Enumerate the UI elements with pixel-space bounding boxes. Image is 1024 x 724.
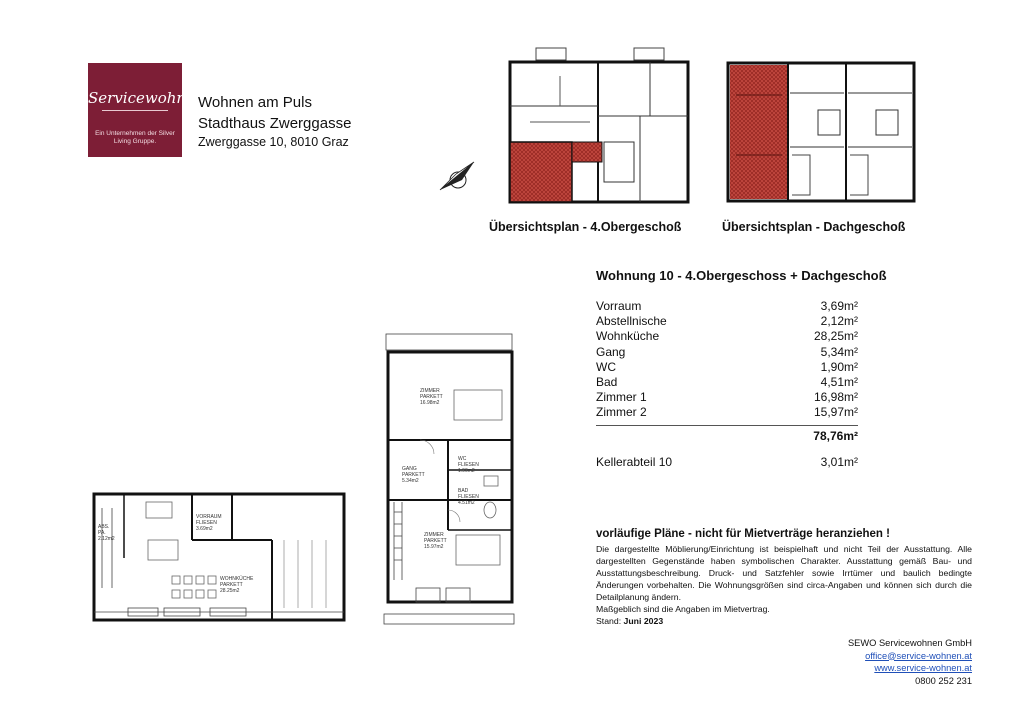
room-area: 5,34m² [820, 344, 858, 359]
label-bad-area: 4.51m2 [458, 500, 475, 506]
cellar-name: Kellerabteil 10 [596, 454, 673, 469]
total-area: 78,76m² [813, 428, 858, 443]
label-zimmer1-area: 16.98m2 [420, 400, 440, 406]
room-name: Wohnküche [596, 329, 660, 344]
company-contact [848, 637, 972, 687]
label-bad-floor: FLIESEN [458, 494, 479, 500]
stand-label: Stand: [596, 616, 622, 627]
room-area: 4,51m² [820, 374, 858, 389]
label-zimmer1: ZIMMER [420, 388, 440, 394]
status-date [596, 615, 972, 627]
floorplan-4og [88, 488, 350, 630]
floorplan-dachgeschoss [380, 330, 516, 635]
cellar-area: 3,01m² [820, 454, 858, 469]
disclaimer [596, 528, 972, 627]
room-area: 1,90m² [820, 359, 858, 374]
label-vorraum: VORRAUM [196, 514, 222, 520]
room-area: 3,69m² [820, 299, 858, 313]
room-name: Gang [596, 344, 626, 359]
label-zimmer2-area: 15.97m2 [424, 544, 444, 550]
room-area: 28,25m² [813, 329, 858, 344]
overview-plan-4og [500, 46, 690, 206]
apartment-title: Wohnung 10 - 4.Obergeschoss + Dachgeschoß [596, 268, 887, 283]
label-wc: WC [458, 456, 467, 462]
label-zimmer1-floor: PARKETT [420, 394, 443, 400]
label-bad: BAD [458, 488, 469, 494]
label-abs-floor: PA. [98, 530, 106, 536]
overview-plan-dg [726, 55, 916, 205]
room-name: Zimmer 2 [596, 405, 647, 420]
label-gang-floor: PARKETT [402, 472, 425, 478]
label-abs-area: 2.12m2 [98, 536, 115, 542]
company-name: SEWO Servicewohnen GmbH [847, 638, 972, 648]
room-name: Bad [596, 374, 618, 389]
room-row [596, 299, 858, 314]
label-wohnkueche: WOHNKÜCHE [220, 576, 254, 582]
label-vorraum-floor: FLIESEN [196, 520, 217, 526]
caption-overview-4og: Übersichtsplan - 4.Obergeschoß [489, 220, 682, 234]
disclaimer-body2: Maßgeblich sind die Angaben im Mietvertrag. [596, 604, 770, 615]
label-vorraum-area: 3.69m2 [196, 526, 213, 532]
stand-value: Juni 2023 [623, 616, 664, 627]
cellar-row [596, 455, 858, 470]
room-list [596, 299, 858, 470]
disclaimer-body: Die dargestellte Möblierung/Einrichtung ist beispielhaft und nicht Teil der Ausstattung. Alle dargestellten Gegenstände haben symbolischen Charakter. Ausstattung gemäß Bau- und Ausstattungsbeschreibung. Druck- und Satzfehler sowie Irrtümer und baulich bedingte Änderungen vorbehalten. Die Wohnungsgrößen sind circa-Angaben und können sich durch die Detailplanung ändern. [596, 544, 972, 603]
room-row [596, 360, 858, 375]
label-wohnkueche-area: 28.25m2 [220, 588, 240, 594]
caption-overview-dg: Übersichtsplan - Dachgeschoß [722, 220, 906, 234]
label-abs: ABS. [98, 524, 110, 530]
label-wc-floor: FLIESEN [458, 462, 479, 468]
room-name: Zimmer 1 [596, 390, 647, 405]
room-row [596, 375, 858, 390]
servicewohnen-logo [88, 63, 205, 157]
company-email-link[interactable]: office@service-wohnen.at [865, 650, 972, 661]
label-zimmer2: ZIMMER [424, 532, 444, 538]
room-area: 15,97m² [813, 405, 858, 420]
label-gang-area: 5.34m2 [402, 478, 419, 484]
total-divider [596, 425, 858, 446]
room-row [596, 329, 858, 344]
room-name: WC [596, 359, 616, 374]
room-row [596, 314, 858, 329]
project-building: Stadthaus Zwerggasse [198, 115, 352, 132]
room-name: Vorraum [596, 299, 642, 313]
room-row [596, 345, 858, 360]
company-phone: 0800 252 231 [915, 675, 972, 686]
project-name: Wohnen am Puls [198, 94, 312, 111]
company-web-link[interactable]: www.service-wohnen.at [874, 663, 972, 674]
room-row [596, 390, 858, 405]
room-area: 16,98m² [813, 390, 858, 405]
label-wohnkueche-floor: PARKETT [220, 582, 243, 588]
room-name: Abstellnische [596, 314, 667, 329]
label-gang: GANG [402, 466, 417, 472]
logo-script-text: Servicewohnen [88, 89, 205, 107]
project-address: Zwerggasse 10, 8010 Graz [198, 135, 349, 149]
disclaimer-title: vorläufige Pläne - nicht für Mietverträge heranziehen ! [596, 528, 890, 540]
room-row [596, 405, 858, 420]
label-zimmer2-floor: PARKETT [424, 538, 447, 544]
logo-tagline: Ein Unternehmen der Silver Living Gruppe. [95, 130, 175, 145]
label-wc-area: 1.90m2 [458, 468, 475, 474]
room-area: 2,12m² [820, 314, 858, 329]
north-arrow-icon [436, 158, 476, 194]
